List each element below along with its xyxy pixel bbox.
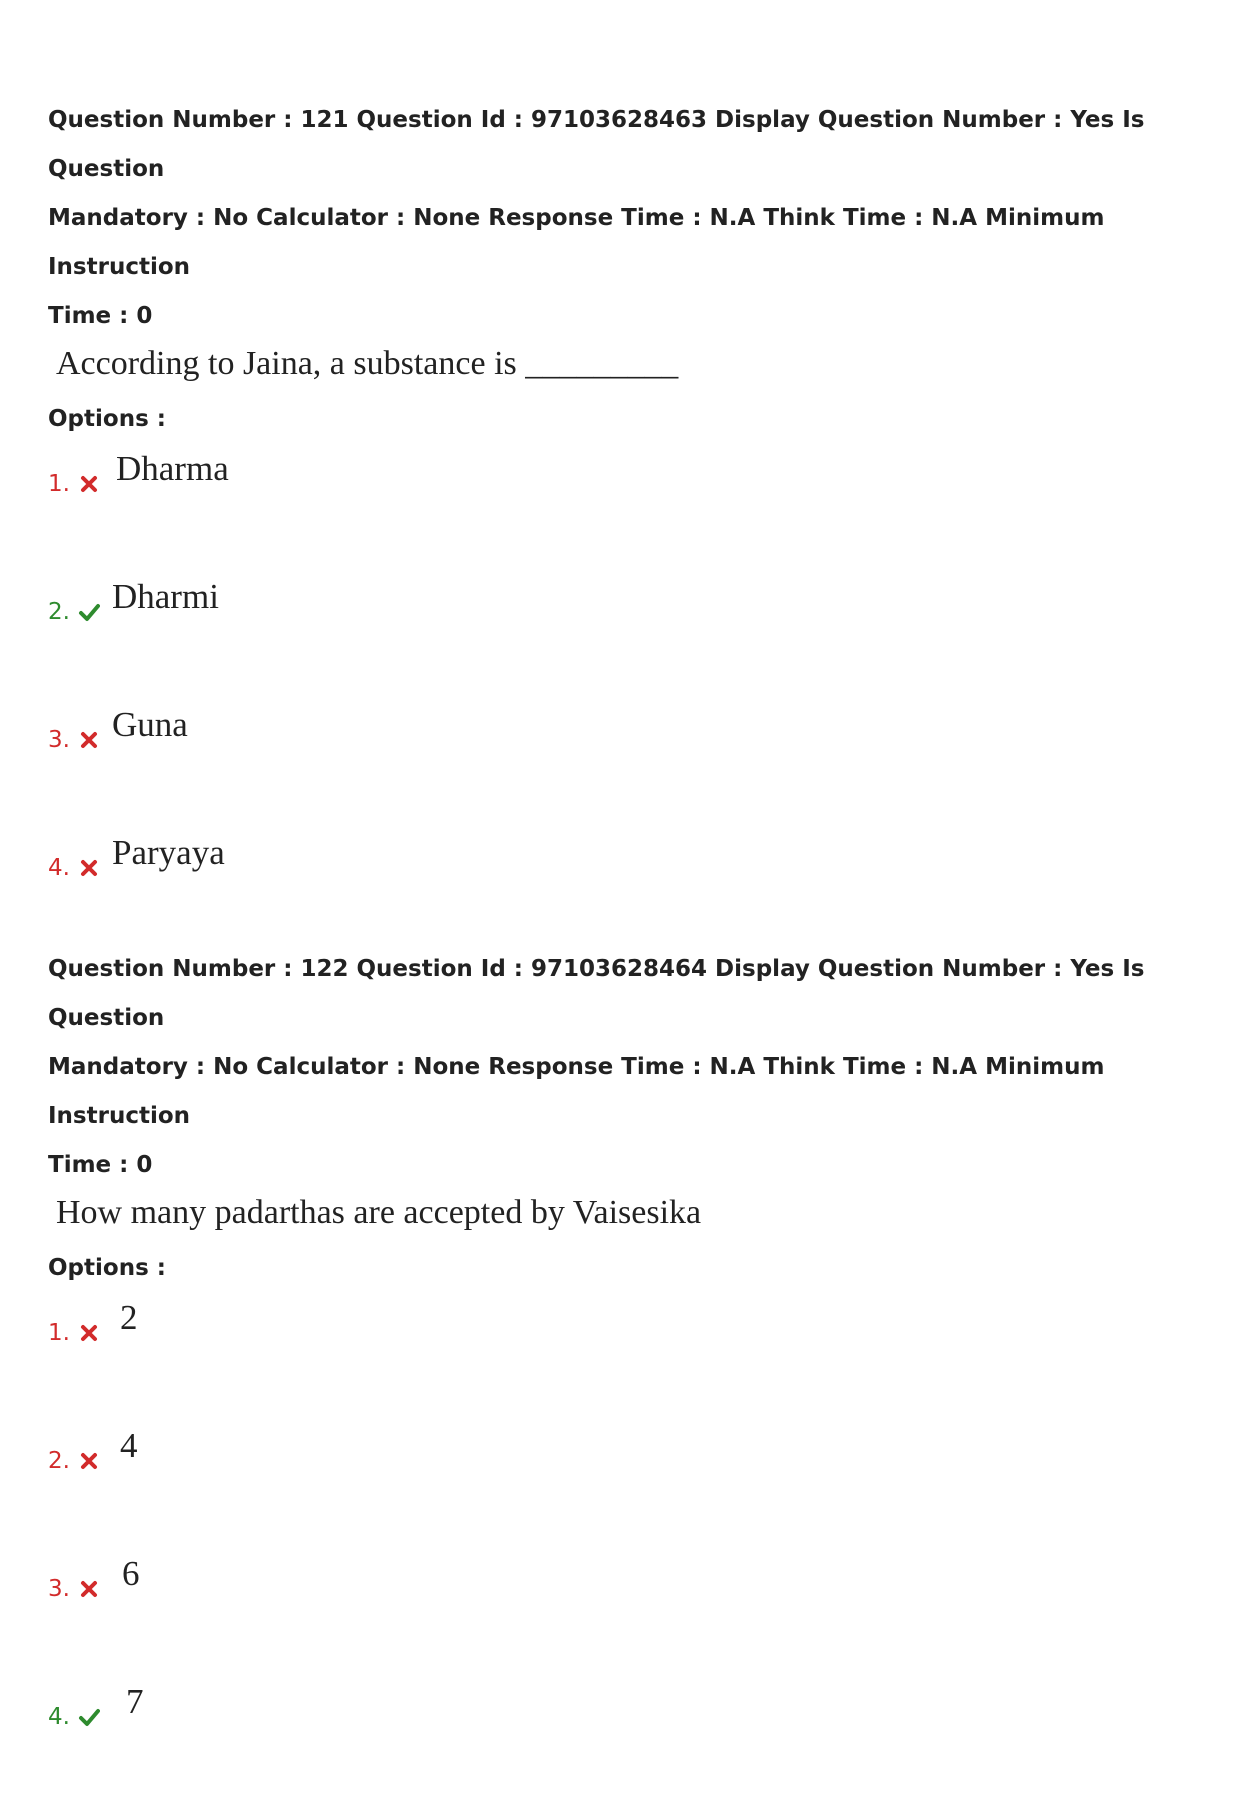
option-item: [48, 833, 1208, 961]
option-item: [48, 1426, 1208, 1554]
option-number: 3.: [48, 727, 70, 753]
option-text: 6: [122, 1554, 140, 1593]
cross-icon: [78, 473, 100, 495]
question-meta-line: Question Number : 121 Question Id : 97103628463 Display Question Number : Yes Is Question: [48, 107, 1145, 182]
cross-icon: [78, 729, 100, 751]
check-icon: [78, 1706, 100, 1728]
options-label: Options :: [48, 1255, 166, 1281]
check-icon: [78, 601, 100, 623]
option-item: [48, 1682, 1208, 1810]
option-item: [48, 577, 1208, 705]
option-text: Guna: [112, 705, 188, 744]
option-item: [48, 449, 1208, 577]
question-block: [48, 945, 1208, 1810]
question-meta-line: Time : 0: [48, 1152, 153, 1178]
options-label: Options :: [48, 406, 166, 432]
option-number: 4.: [48, 1704, 70, 1730]
option-number: 2.: [48, 1448, 70, 1474]
option-item: [48, 705, 1208, 833]
cross-icon: [78, 1322, 100, 1344]
option-item: [48, 1554, 1208, 1682]
option-number: 1.: [48, 471, 70, 497]
cross-icon: [78, 1578, 100, 1600]
option-text: 7: [126, 1682, 144, 1721]
option-item: [48, 1298, 1208, 1426]
question-meta-line: Mandatory : No Calculator : None Response Time : N.A Think Time : N.A Minimum Instruction: [48, 205, 1105, 280]
option-number: 3.: [48, 1576, 70, 1602]
question-meta-line: Time : 0: [48, 303, 153, 329]
option-text: Paryaya: [112, 833, 225, 872]
option-text: Dharma: [116, 449, 229, 488]
option-number: 2.: [48, 599, 70, 625]
question-meta-line: Question Number : 122 Question Id : 97103628464 Display Question Number : Yes Is Question: [48, 956, 1145, 1031]
option-number: 1.: [48, 1320, 70, 1346]
option-text: 2: [120, 1298, 138, 1337]
cross-icon: [78, 857, 100, 879]
question-text: According to Jaina, a substance is _________: [56, 345, 679, 382]
option-text: Dharmi: [112, 577, 219, 616]
question-meta-line: Mandatory : No Calculator : None Response Time : N.A Think Time : N.A Minimum Instruction: [48, 1054, 1105, 1129]
option-number: 4.: [48, 855, 70, 881]
question-block: [48, 96, 1208, 961]
cross-icon: [78, 1450, 100, 1472]
option-text: 4: [120, 1426, 138, 1465]
question-text: How many padarthas are accepted by Vaisesika: [56, 1194, 702, 1231]
